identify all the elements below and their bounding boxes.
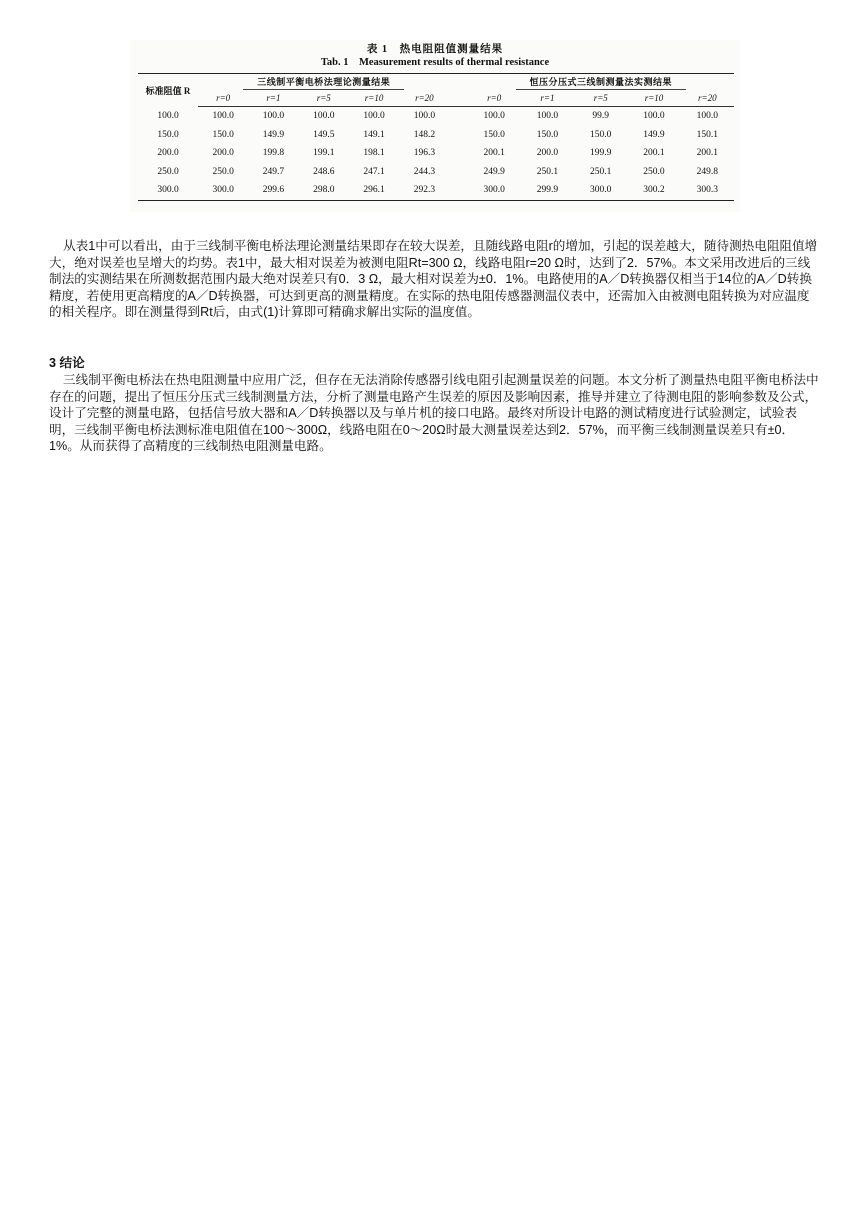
table-row [138,163,734,182]
table-cell: 100.0 [157,111,179,121]
table-cell: 100.0 [643,111,665,122]
table-cell: 200.0 [536,148,559,159]
table-cell: 100.0 [212,111,234,122]
table-cell: 100.0 [262,111,285,122]
table-cell: 250.0 [643,166,665,177]
table-cell: 149.1 [363,129,385,140]
table-cell: 300.3 [681,181,734,200]
table-cell: 150.0 [212,129,234,140]
sub-header: r=5 [574,90,627,107]
table-cell: 292.3 [399,181,449,200]
table-cell: 298.0 [299,181,349,200]
table-cell: 198.1 [363,148,385,159]
table-cell: 200.0 [212,148,234,159]
paragraph-conclusion-part1: 三线制平衡电桥法在热电阻测量中应用广泛，但存在无法消除传感器引线电阻引起测量误差的问题。本文分析了测量热电阻平衡电桥法中存在的问题，提出了恒压分压式三线制测量方法，分析了测量电路产生误差的原因及影响因素，推导并建立了待测电阻的影响参数及公式，设计了完整的测量电路，包括信号放大器和A／D转换器以及与单片机的接口电路。最终对所设计电路的测试精度进行试验测定，试验表 [49,373,819,420]
table-cell: 196.3 [413,148,436,159]
group1-title: 三线制平衡电桥法理论测量结果 [198,74,450,91]
table-cell: 150.0 [483,129,505,140]
table-cell: 300.0 [468,181,521,200]
table-cell: 300.0 [574,181,627,200]
table-cell: 250.0 [212,166,234,177]
sub-header: r=1 [521,90,574,107]
table-cell: 249.9 [483,166,505,177]
table-cell: 250.1 [536,166,559,177]
table-cell: 100.0 [363,111,385,122]
table-cell: 249.8 [696,166,718,177]
sub-header: r=20 [399,90,449,107]
table-cell: 149.5 [313,129,335,140]
table-row [138,144,734,163]
table-cell: 299.9 [521,181,574,200]
table-cell: 149.9 [643,129,665,140]
results-table [138,73,734,201]
section-heading-conclusion: 3 结论 [49,356,85,370]
table-cell: 149.9 [262,129,285,140]
table-caption-zh: 表 1 热电阻阻值测量结果 [366,44,504,55]
table-cell: 100.0 [536,111,559,122]
table-cell: 200.0 [157,148,179,159]
table-row [138,126,734,145]
table-cell: 200.1 [643,148,665,159]
sub-header: r=1 [248,90,298,107]
table-cell: 244.3 [413,166,436,177]
table-cell: 200.1 [483,148,505,159]
table-caption-en: Tab. 1 Measurement results of thermal resistance [320,57,550,68]
table-cell: 250.1 [590,166,612,177]
table-cell: 249.7 [262,166,285,177]
table-cell: 200.1 [696,148,718,159]
table-cell: 150.0 [536,129,559,140]
table-cell: 247.1 [363,166,385,177]
table-cell: 150.0 [590,129,612,140]
table-cell: 199.1 [313,148,335,159]
sub-header: r=10 [349,90,399,107]
table-cell: 150.0 [157,129,179,140]
results-table-figure [130,40,740,212]
table-cell: 150.1 [696,129,718,140]
paragraph-conclusion-part2: 明，三线制平衡电桥法测标准电阻值在100～300Ω，线路电阻在0～20Ω时最大测量误差达到2．57%，而平衡三线制测量误差只有±0．1%。从而获得了高精度的三线制热电阻测量电路。 [49,422,795,453]
sub-header: r=5 [299,90,349,107]
table-cell: 199.9 [590,148,612,159]
table-cell: 100.0 [483,111,505,122]
table-cell: 100.0 [696,111,718,122]
table-cell: 100.0 [413,111,436,122]
table-cell: 300.2 [627,181,680,200]
sub-header: r=20 [681,90,734,107]
table-cell: 248.6 [313,166,335,177]
table-cell: 300.0 [138,181,198,200]
paragraph-discussion: 从表1中可以看出，由于三线制平衡电桥法理论测量结果即存在较大误差，且随线路电阻r的增加，引起的误差越大，随待测热电阻阻值增大，绝对误差也呈增大的均势。表1中，最大相对误差为被测电阻Rt=300 Ω，线路电阻r=20 Ω时，达到了2．57%。本文采用改进后的三线制法的实测结果在所测数据范围内最大绝对误差只有0．3 Ω，最大相对误差为±0．1%。电路使用的A／D转换器仅相当于14位的A／D转换精度，若使用更高精度的A／D转换器，可达到更高的测量精度。在实际的热电阻传感器测温仪表中，还需加入由被测电阻转换为对应温度的相关程序。即在测量得到Rt后，由式(1)计算即可精确求解出实际的温度值。 [49,239,818,319]
row-header: 标准阻值 R [138,74,198,107]
sub-header: r=0 [468,90,521,107]
table-cell: 300.0 [198,181,248,200]
sub-header: r=10 [627,90,680,107]
sub-header: r=0 [198,90,248,107]
sub-header-row [138,90,734,107]
group2-title: 恒压分压式三线制测量法实测结果 [468,74,734,91]
table-row [138,107,734,126]
table-cell: 296.1 [349,181,399,200]
table-cell: 148.2 [413,129,436,140]
table-cell: 199.8 [262,148,285,159]
table-cell: 100.0 [313,111,335,122]
table-cell: 250.0 [157,166,179,177]
table-cell: 299.6 [248,181,298,200]
table-row [138,181,734,200]
paragraph-conclusion [49,372,821,455]
table-cell: 99.9 [592,111,610,122]
